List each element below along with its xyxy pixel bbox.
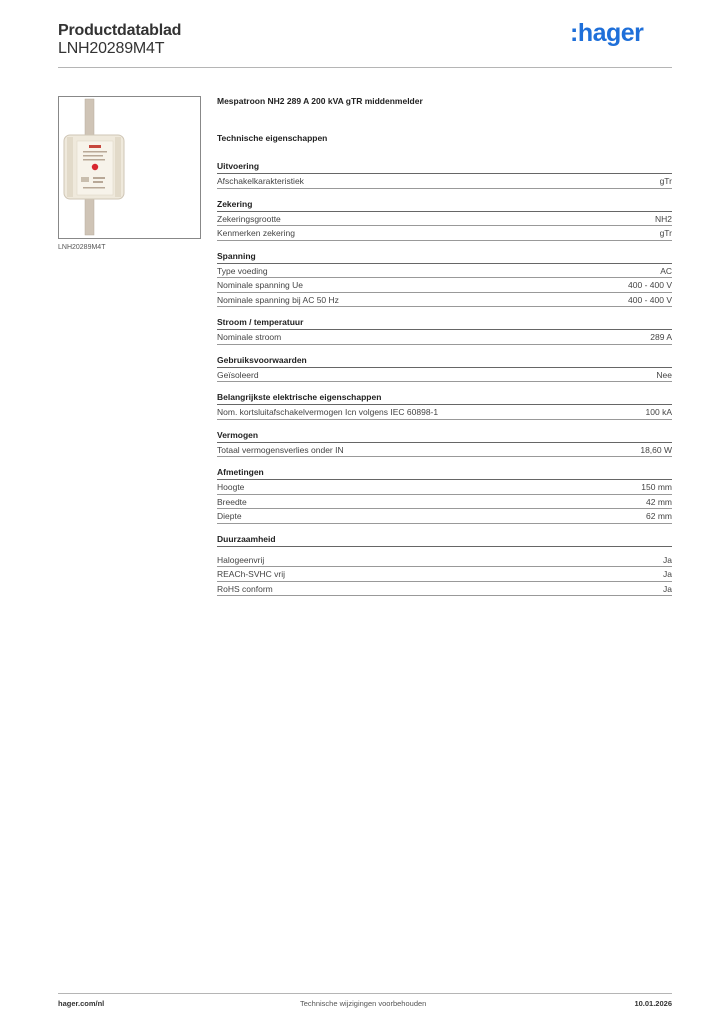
spec-group-duurzaamheid	[217, 533, 672, 597]
spec-label: Nom. kortsluitafschakelvermogen Icn volgens IEC 60898-1	[217, 407, 439, 417]
spec-group-elektrische-eigenschappen	[217, 391, 672, 420]
spec-value: 400 - 400 V	[628, 294, 672, 305]
footer-date: 10.01.2026	[634, 999, 672, 1008]
spec-value: Ja	[663, 569, 672, 579]
spec-row	[217, 443, 672, 458]
product-code: LNH20289M4T	[58, 40, 165, 57]
spec-value: NH2	[654, 213, 672, 224]
spec-row	[217, 582, 672, 597]
spec-value: 100 kA	[645, 407, 672, 417]
spec-group-afmetingen	[217, 466, 672, 524]
group-title: Spanning	[217, 250, 672, 264]
spec-label: Type voeding	[217, 265, 268, 276]
group-title: Vermogen	[217, 429, 672, 443]
spec-value: gTr	[659, 228, 672, 238]
spec-row	[217, 293, 672, 308]
spec-value: 42 mm	[646, 496, 672, 507]
spec-group-zekering	[217, 198, 672, 241]
spec-label: Nominale spanning bij AC 50 Hz	[217, 294, 339, 305]
hager-logo	[570, 17, 658, 47]
spec-row	[217, 278, 672, 293]
spec-value: Nee	[656, 369, 672, 380]
spec-row	[217, 226, 672, 241]
spec-row	[217, 212, 672, 227]
spec-row	[217, 330, 672, 345]
product-image-caption: LNH20289M4T	[58, 244, 106, 251]
group-title: Gebruiksvoorwaarden	[217, 354, 672, 368]
spec-row	[217, 509, 672, 524]
spec-label: Hoogte	[217, 482, 245, 492]
spec-group-gebruiksvoorwaarden	[217, 354, 672, 383]
spec-value: 289 A	[650, 332, 672, 342]
fuse-image	[59, 97, 200, 238]
group-title: Afmetingen	[217, 466, 672, 480]
spec-label: Diepte	[217, 511, 242, 521]
spec-row	[217, 368, 672, 383]
spec-label: Nominale spanning Ue	[217, 280, 303, 290]
spec-label: Geïsoleerd	[217, 369, 259, 380]
spec-label: Halogeenvrij	[217, 554, 265, 565]
section-heading: Technische eigenschappen	[217, 133, 328, 143]
logo-text: :hager	[570, 19, 644, 47]
product-image	[58, 96, 201, 239]
spec-group-vermogen	[217, 429, 672, 458]
spec-label: Nominale stroom	[217, 332, 282, 342]
spec-group-spanning	[217, 250, 672, 308]
group-title: Zekering	[217, 198, 672, 212]
spec-value: Ja	[663, 583, 672, 594]
group-title: Belangrijkste elektrische eigenschappen	[217, 391, 672, 405]
spec-row	[217, 174, 672, 189]
group-title: Uitvoering	[217, 160, 672, 174]
spec-value: 400 - 400 V	[628, 280, 672, 290]
spec-value: 150 mm	[641, 482, 672, 492]
footer-notice: Technische wijzigingen voorbehouden	[300, 999, 427, 1008]
spec-label: Totaal vermogensverlies onder IN	[217, 444, 344, 455]
footer-divider	[58, 993, 672, 994]
spec-row	[217, 264, 672, 279]
spec-label: Afschakelkarakteristiek	[217, 176, 304, 186]
spec-row	[217, 405, 672, 420]
spec-row	[217, 553, 672, 568]
spec-group-uitvoering	[217, 160, 672, 189]
footer-website-link[interactable]: hager.com/nl	[58, 999, 105, 1008]
document-title: Productdatablad	[58, 22, 182, 39]
spec-label: Kenmerken zekering	[217, 228, 295, 238]
header-divider	[58, 67, 672, 68]
group-title: Stroom / temperatuur	[217, 316, 672, 330]
spec-label: Breedte	[217, 496, 247, 507]
spec-value: Ja	[663, 554, 672, 565]
product-name: Mespatroon NH2 289 A 200 kVA gTR middenmelder	[217, 96, 423, 106]
spec-value: gTr	[659, 176, 672, 186]
spec-label: Zekeringsgrootte	[217, 213, 281, 224]
spec-value: 62 mm	[646, 511, 672, 521]
spec-group-stroom-temperatuur	[217, 316, 672, 345]
group-title: Duurzaamheid	[217, 533, 672, 547]
spec-row	[217, 567, 672, 582]
spec-row	[217, 480, 672, 495]
spec-label: REACh-SVHC vrij	[217, 569, 286, 579]
spec-content	[217, 96, 672, 596]
spec-label: RoHS conform	[217, 583, 273, 594]
spec-value: 18,60 W	[640, 444, 672, 455]
spec-row	[217, 495, 672, 510]
spec-value: AC	[660, 265, 672, 276]
